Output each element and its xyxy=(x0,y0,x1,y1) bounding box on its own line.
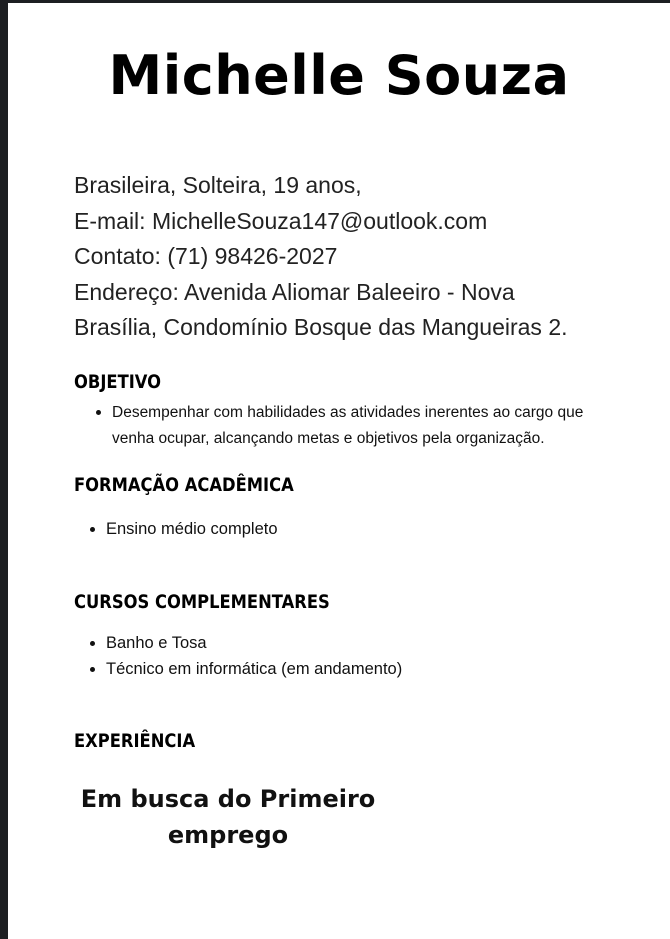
list-item: Banho e Tosa xyxy=(106,630,402,656)
cursos-list xyxy=(106,630,402,682)
section-heading-cursos: CURSOS COMPLEMENTARES xyxy=(74,591,330,613)
section-heading-formacao: FORMAÇÃO ACADÊMICA xyxy=(74,474,294,496)
list-item: Desempenhar com habilidades as atividades inerentes ao cargo que venha ocupar, alcançando metas e objetivos pela organização. xyxy=(112,400,622,452)
contact-line: Contato: (71) 98426-2027 xyxy=(74,243,338,269)
list-item: Técnico em informática (em andamento) xyxy=(106,656,402,682)
list-item: Ensino médio completo xyxy=(106,516,278,542)
experience-line: emprego xyxy=(167,821,289,849)
personal-info xyxy=(74,168,654,346)
experience-text xyxy=(68,781,388,853)
address-line: Endereço: Avenida Aliomar Baleeiro - Nova xyxy=(74,278,515,305)
resume-name: Michelle Souza xyxy=(108,44,570,107)
section-heading-experiencia: EXPERIÊNCIA xyxy=(74,730,196,752)
resume-page xyxy=(8,3,670,939)
info-line: Brasileira, Solteira, 19 anos, xyxy=(74,172,362,198)
objetivo-list xyxy=(112,400,622,452)
section-heading-objetivo: OBJETIVO xyxy=(74,371,162,393)
experience-line: Em busca do Primeiro xyxy=(80,785,376,813)
formacao-list xyxy=(106,516,278,542)
email-line: E-mail: MichelleSouza147@outlook.com xyxy=(74,207,488,234)
address-line: Brasília, Condomínio Bosque das Mangueiras 2. xyxy=(74,314,568,340)
